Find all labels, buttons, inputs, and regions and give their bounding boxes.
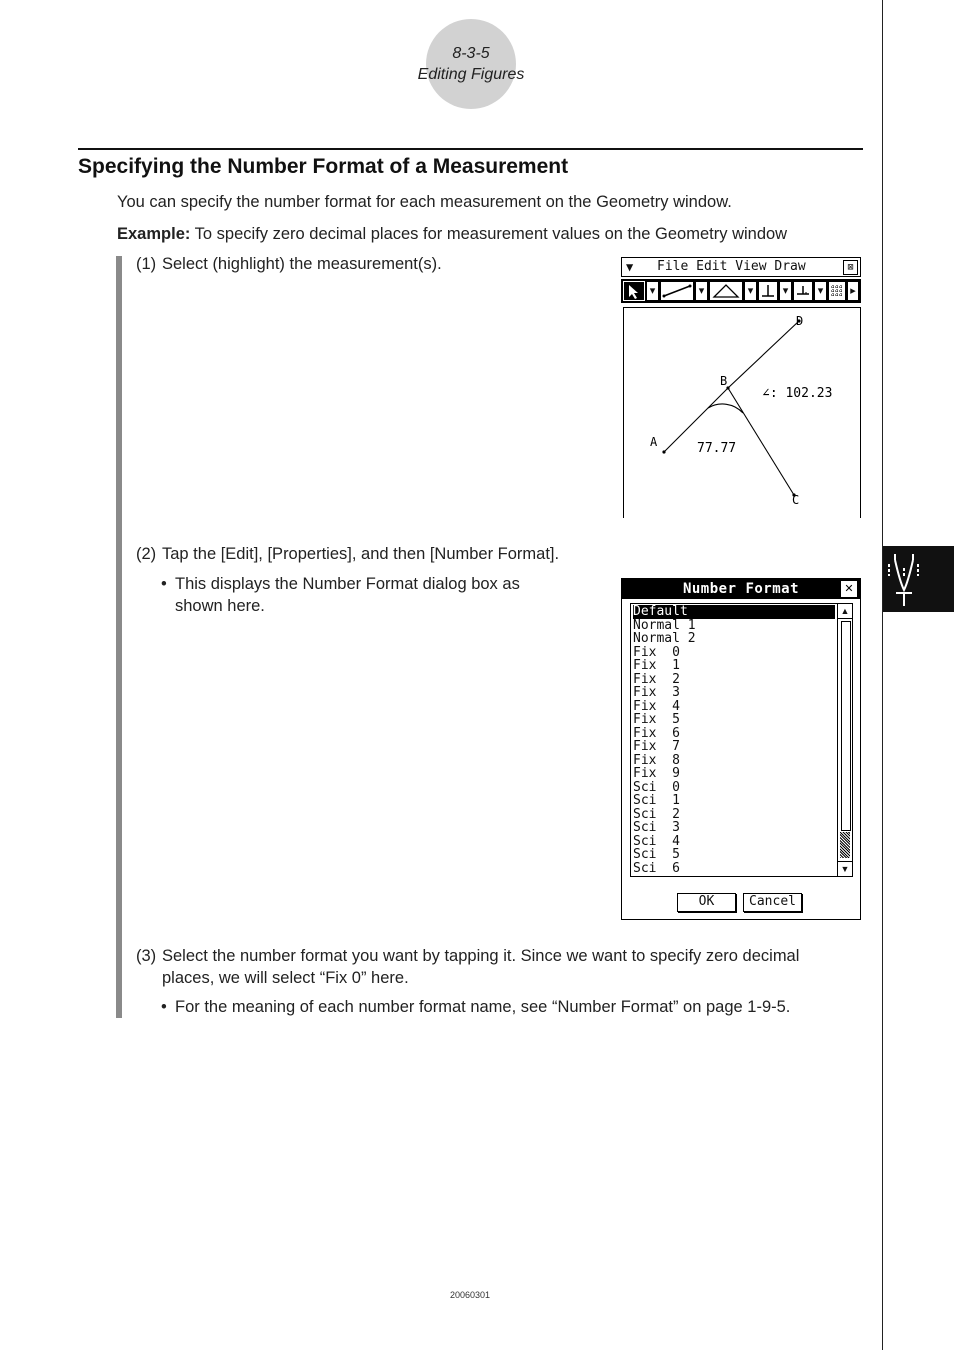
format-option-sci6[interactable]: Sci 6 <box>633 860 680 876</box>
label-a: A <box>650 435 658 449</box>
menu-items[interactable]: File Edit View Draw <box>657 259 806 274</box>
format-option-default[interactable]: Default <box>633 605 835 619</box>
page-edge-rule <box>882 0 883 1350</box>
cancel-button[interactable]: Cancel <box>743 893 802 912</box>
segment-tool-icon[interactable] <box>660 281 694 301</box>
chapter-tab <box>883 546 954 612</box>
format-listbox[interactable] <box>630 603 853 877</box>
step3-bullet: • <box>161 998 167 1016</box>
step2-number: (2) <box>136 545 157 563</box>
format-option-sci4[interactable]: Sci 4 <box>633 833 680 849</box>
format-option-fix9[interactable]: Fix 9 <box>633 766 680 781</box>
section-title: Specifying the Number Format of a Measurement <box>78 155 569 178</box>
step3-bullet-text: For the meaning of each number format name, see “Number Format” on page 1-9-5. <box>175 998 791 1016</box>
example-line <box>117 223 787 245</box>
geometry-chapter-icon <box>883 546 954 612</box>
format-option-fix3[interactable]: Fix 3 <box>633 685 680 700</box>
step3-line2: places, we will select “Fix 0” here. <box>162 969 409 987</box>
geometry-canvas[interactable] <box>623 307 861 518</box>
label-b: B <box>720 374 728 388</box>
toolbar-scroll-right-icon[interactable]: ▸ <box>847 281 859 301</box>
construct-dropdown-icon[interactable]: ▾ <box>814 281 827 301</box>
step3-number: (3) <box>136 947 157 965</box>
format-option-fix4[interactable]: Fix 4 <box>633 698 680 714</box>
format-option-fix7[interactable]: Fix 7 <box>633 739 680 754</box>
step2-bullet: • <box>161 575 167 593</box>
scroll-up-icon[interactable]: ▲ <box>838 604 852 619</box>
section-rule <box>78 148 863 150</box>
page-number: 8-3-5 <box>452 45 490 62</box>
number-format-screenshot <box>621 578 861 920</box>
format-option-fix2[interactable]: Fix 2 <box>633 671 680 687</box>
intro-text: You can specify the number format for each measurement on the Geometry window. <box>117 193 732 211</box>
angle-value-label: 77.77 <box>697 441 737 456</box>
dialog-close-icon[interactable]: ✕ <box>841 581 857 597</box>
label-c: C <box>792 493 800 507</box>
format-option-sci3[interactable]: Sci 3 <box>633 820 680 835</box>
format-option-fix6[interactable]: Fix 6 <box>633 725 680 741</box>
triangle-tool-icon[interactable] <box>709 281 743 301</box>
geometry-figure <box>624 308 860 518</box>
chapter-title: Editing Figures <box>417 66 525 83</box>
triangle-dropdown-icon[interactable]: ▾ <box>744 281 757 301</box>
step2-text: Tap the [Edit], [Properties], and then [Number Format]. <box>162 545 560 563</box>
segment-bd <box>728 321 799 388</box>
dialog-title: Number Format <box>622 579 860 599</box>
format-option-fix1[interactable]: Fix 1 <box>633 658 680 673</box>
menu-dropdown-icon[interactable]: ▼ <box>626 260 634 274</box>
angle-arc <box>708 404 743 413</box>
angle-measure-label: ∠: 102.23 <box>762 386 833 401</box>
number-format-dialog <box>621 578 861 920</box>
step1-text: Select (highlight) the measurement(s). <box>162 255 442 273</box>
scroll-thumb[interactable] <box>840 832 850 858</box>
footer-code: 20060301 <box>449 1290 491 1300</box>
step2-bullet-line1: This displays the Number Format dialog box as <box>175 575 520 593</box>
format-option-fix8[interactable]: Fix 8 <box>633 752 680 768</box>
format-option-sci2[interactable]: Sci 2 <box>633 806 680 822</box>
menu-bar <box>621 257 861 277</box>
geometry-screenshot <box>621 257 861 517</box>
geometry-toolbar <box>621 279 861 303</box>
construct-tool-icon[interactable] <box>793 281 813 301</box>
scroll-down-icon[interactable]: ▼ <box>838 861 852 876</box>
example-text: To specify zero decimal places for measurement values on the Geometry window <box>190 225 788 243</box>
step2-bullet-line2: shown here. <box>175 597 265 615</box>
select-tool-icon[interactable] <box>623 281 645 301</box>
format-option-normal2[interactable]: Normal 2 <box>633 631 696 646</box>
list-scrollbar[interactable] <box>837 604 852 876</box>
format-option-sci1[interactable]: Sci 1 <box>633 793 680 808</box>
ok-button[interactable]: OK <box>677 893 736 912</box>
perpendicular-tool-icon[interactable] <box>758 281 778 301</box>
format-option-sci0[interactable]: Sci 0 <box>633 779 680 795</box>
step3-line1: Select the number format you want by tapping it. Since we want to specify zero decimal <box>162 947 800 965</box>
grid-tool-icon[interactable] <box>828 281 846 301</box>
scroll-track[interactable] <box>841 621 851 831</box>
steps-side-bar <box>116 256 122 1018</box>
point-a <box>662 450 665 453</box>
format-option-sci5[interactable]: Sci 5 <box>633 847 680 862</box>
format-option-fix0[interactable]: Fix 0 <box>633 644 680 660</box>
menu-close-icon[interactable]: ⊠ <box>843 260 858 275</box>
format-option-fix5[interactable]: Fix 5 <box>633 712 680 727</box>
step1-number: (1) <box>136 255 157 273</box>
segment-dropdown-icon[interactable]: ▾ <box>695 281 708 301</box>
header-circle <box>426 19 516 109</box>
format-option-normal1[interactable]: Normal 1 <box>633 617 696 633</box>
example-label: Example: <box>117 225 191 243</box>
perpendicular-dropdown-icon[interactable]: ▾ <box>779 281 792 301</box>
label-d: D <box>796 314 804 328</box>
select-dropdown-icon[interactable]: ▾ <box>646 281 659 301</box>
segment-bc <box>728 388 794 495</box>
